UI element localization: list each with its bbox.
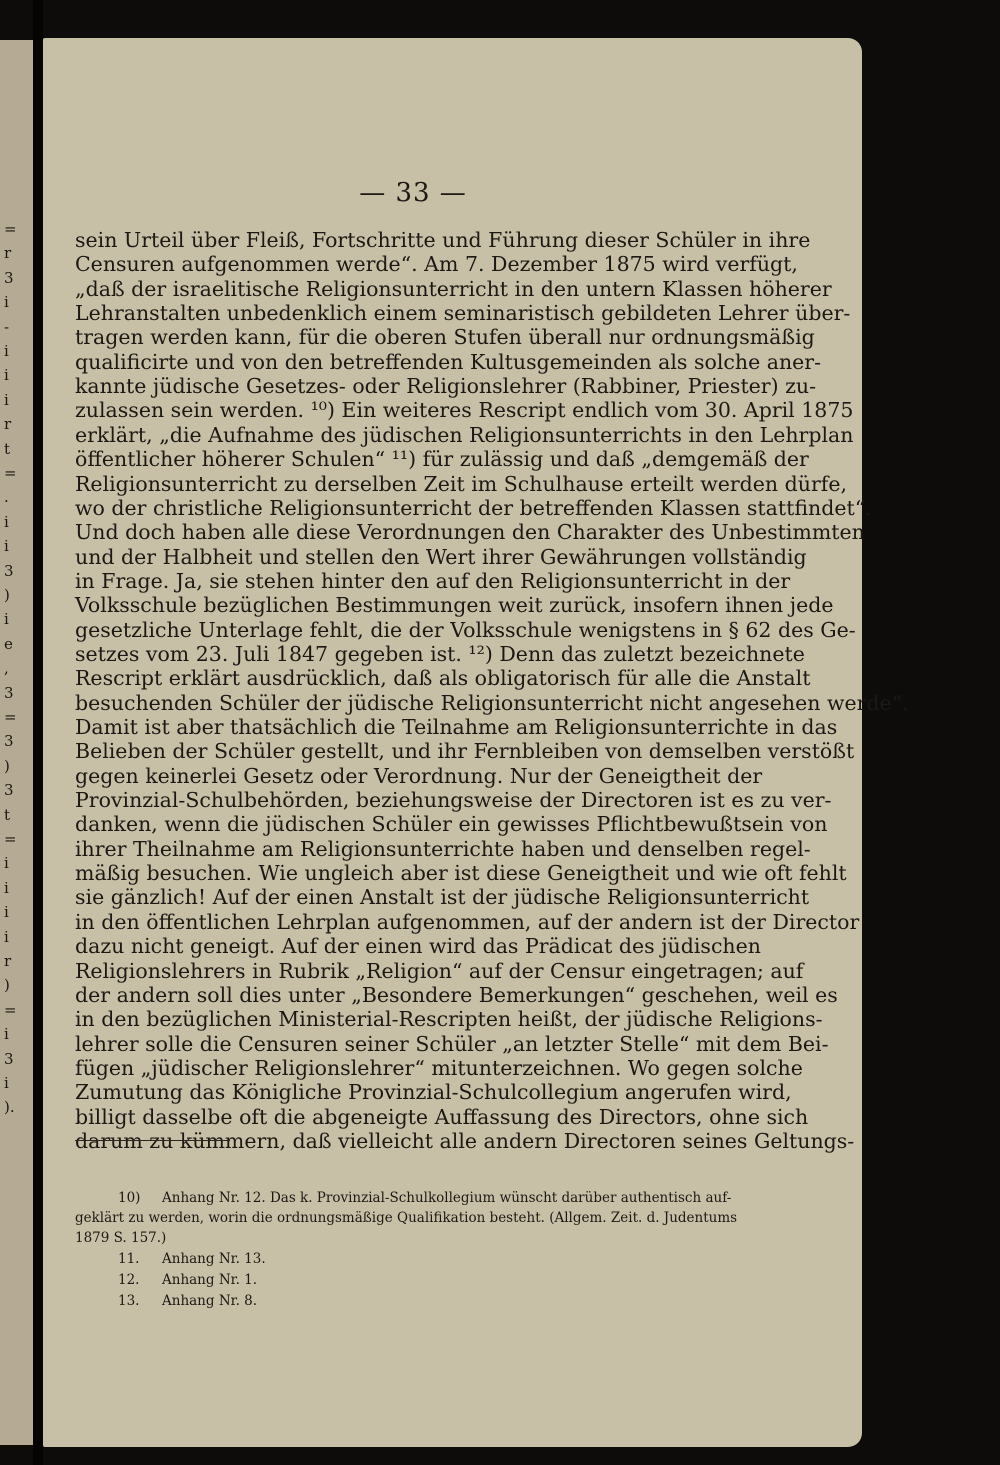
facing-page-glyph: ). [4, 1098, 15, 1117]
text-line: der andern soll dies unter „Besondere Bemerkungen“ geschehen, weil es [75, 982, 838, 1007]
text-line: kannte jüdische Gesetzes- oder Religionslehrer (Rabbiner, Priester) zu- [75, 374, 817, 399]
text-line: Religionsunterricht zu derselben Zeit im Schulhause erteilt werden dürfe, [75, 471, 848, 496]
facing-page-glyph: t [4, 439, 11, 458]
facing-page-glyph: 3 [4, 268, 14, 287]
facing-page-glyph: i [4, 1074, 9, 1092]
facing-page-glyph: i [4, 610, 9, 629]
facing-page-glyph: 3 [4, 683, 14, 702]
page-number: — 33 — [359, 178, 467, 208]
book-gutter [33, 0, 43, 1465]
book-page [43, 38, 909, 1447]
facing-page-glyph: i [4, 1025, 9, 1044]
facing-page-glyph: = [4, 220, 17, 238]
text-line: billigt dasselbe oft die abgeneigte Auffassung des Directors, ohne sich [75, 1104, 809, 1129]
text-line: und der Halbheit und stellen den Wert ihrer Gewährungen vollständig [75, 544, 807, 569]
text-line: ihrer Theilnahme am Religionsunterrichte haben und denselben regel- [75, 836, 811, 861]
text-line: sein Urteil über Fleiß, Fortschritte und Führung dieser Schüler in ihre [75, 228, 811, 252]
facing-page-glyph: r [4, 415, 12, 434]
text-line: sie gänzlich! Auf der einen Anstalt ist der jüdische Religionsunterricht [75, 885, 810, 910]
facing-page-glyph: r [4, 952, 12, 970]
text-line: Volksschule bezüglichen Bestimmungen weit zurück, insofern ihnen jede [75, 593, 834, 618]
footnote-12: 12. Anhang Nr. 1. [118, 1272, 258, 1288]
facing-page-glyph: i [4, 342, 9, 360]
facing-page-glyph: 3 [4, 1049, 14, 1068]
text-line: in den öffentlichen Lehrplan aufgenommen, auf der andern ist der Director [75, 909, 860, 934]
text-line: in Frage. Ja, sie stehen hinter den auf den Religionsunterricht in der [75, 568, 791, 593]
facing-page-glyph: 3 [4, 561, 14, 580]
facing-page-glyph: i [4, 878, 9, 897]
text-line: Religionslehrers in Rubrik „Religion“ auf der Censur eingetragen; auf [75, 958, 804, 983]
facing-page-glyph: e [4, 634, 13, 653]
facing-page-glyph: i [4, 854, 9, 873]
text-line: Belieben der Schüler gestellt, und ihr Fernbleiben von demselben verstößt [75, 739, 855, 764]
text-line: lehrer solle die Censuren seiner Schüler „an letzter Stelle“ mit dem Bei- [75, 1031, 829, 1056]
text-line: gesetzliche Unterlage fehlt, die der Volksschule wenigstens in § 62 des Ge- [75, 617, 856, 642]
text-line: erklärt, „die Aufnahme des jüdischen Religionsunterrichts in den Lehrplan [75, 422, 854, 447]
text-line: Und doch haben alle diese Verordnungen den Charakter des Unbestimmten [75, 520, 865, 545]
facing-page-glyph: t [4, 805, 11, 824]
facing-page-glyph: ) [4, 586, 10, 604]
facing-page-glyph: 3 [4, 781, 14, 800]
facing-page-glyph: = [4, 464, 17, 482]
text-line: fügen „jüdischer Religionslehrer“ mitunterzeichnen. Wo gegen solche [75, 1055, 803, 1080]
text-line: mäßig besuchen. Wie ungleich aber ist diese Geneigtheit und wie oft fehlt [75, 861, 847, 886]
facing-page-glyph: i [4, 293, 9, 312]
footnote-10-line-2: geklärt zu werden, worin die ordnungsmäßige Qualifikation besteht. (Allgem. Zeit. d. Judentums [75, 1210, 738, 1226]
text-line: in den bezüglichen Ministerial-Rescripten heißt, der jüdische Religions- [75, 1007, 823, 1032]
text-line: Censuren aufgenommen werde“. Am 7. Dezember 1875 wird verfügt, [75, 252, 798, 277]
facing-page-glyph: i [4, 390, 9, 409]
footnote-10-line-1: 10) Anhang Nr. 12. Das k. Provinzial-Schulkollegium wünscht darüber authentisch auf- [118, 1190, 732, 1206]
text-line: Lehranstalten unbedenklich einem seminaristisch gebildeten Lehrer über- [75, 301, 851, 326]
text-line: tragen werden kann, für die oberen Stufen überall nur ordnungsmäßig [75, 325, 815, 350]
text-line: setzes vom 23. Juli 1847 gegeben ist. ¹²) Denn das zuletzt bezeichnete [75, 641, 805, 666]
text-line: „daß der israelitische Religionsunterricht in den untern Klassen höherer [75, 276, 832, 301]
facing-page-glyph: - [4, 317, 10, 336]
facing-page-glyph: . [4, 488, 9, 507]
text-line: qualificirte und von den betreffenden Kultusgemeinden als solche aner- [75, 349, 822, 374]
facing-page-glyph: i [4, 537, 9, 556]
facing-page-glyph: i [4, 512, 9, 531]
text-line: besuchenden Schüler der jüdische Religionsunterricht nicht angesehen werde“. [75, 690, 909, 715]
facing-page-glyph: ) [4, 756, 10, 775]
text-line: zulassen sein werden. ¹⁰) Ein weiteres Rescript endlich vom 30. April 1875 [75, 398, 854, 423]
text-line: darum zu kümmern, daß vielleicht alle andern Directoren seines Geltungs- [75, 1128, 855, 1153]
text-line: öffentlicher höherer Schulen“ ¹¹) für zulässig und daß „demgemäß der [75, 447, 809, 472]
text-line: wo der christliche Religionsunterricht der betreffenden Klassen stattfindet“. [75, 495, 872, 520]
facing-page-glyph: i [4, 903, 9, 922]
text-line: Rescript erklärt ausdrücklich, daß als obligatorisch für alle die Anstalt [75, 666, 811, 691]
text-line: Provinzial-Schulbehörden, beziehungsweise der Directoren ist es zu ver- [75, 788, 832, 813]
text-line: danken, wenn die jüdischen Schüler ein gewisses Pflichtbewußtsein von [75, 812, 828, 837]
facing-page-glyph: , [4, 659, 9, 678]
facing-page-glyph: i [4, 366, 9, 385]
facing-page-glyph: 3 [4, 732, 14, 751]
facing-page-glyph: i [4, 927, 9, 946]
footnote-10-line-3: 1879 S. 157.) [75, 1230, 167, 1246]
text-line: Damit ist aber thatsächlich die Teilnahme am Religionsunterrichte in das [75, 715, 838, 739]
text-line: dazu nicht geneigt. Auf der einen wird das Prädicat des jüdischen [75, 934, 761, 959]
facing-page-glyph: = [4, 708, 17, 726]
footnote-11: 11. Anhang Nr. 13. [118, 1251, 266, 1267]
facing-page-glyph: ) [4, 976, 10, 995]
adjacent-page-edge [0, 40, 33, 1445]
facing-page-glyph: = [4, 1000, 17, 1019]
footnote-rule [75, 1140, 230, 1141]
footnote-13: 13. Anhang Nr. 8. [118, 1293, 258, 1309]
facing-page-glyph: = [4, 830, 17, 848]
text-line: Zumutung das Königliche Provinzial-Schulcollegium angerufen wird, [75, 1080, 792, 1105]
text-line: gegen keinerlei Gesetz oder Verordnung. Nur der Geneigtheit der [75, 763, 763, 788]
facing-page-glyph: r [4, 244, 12, 263]
